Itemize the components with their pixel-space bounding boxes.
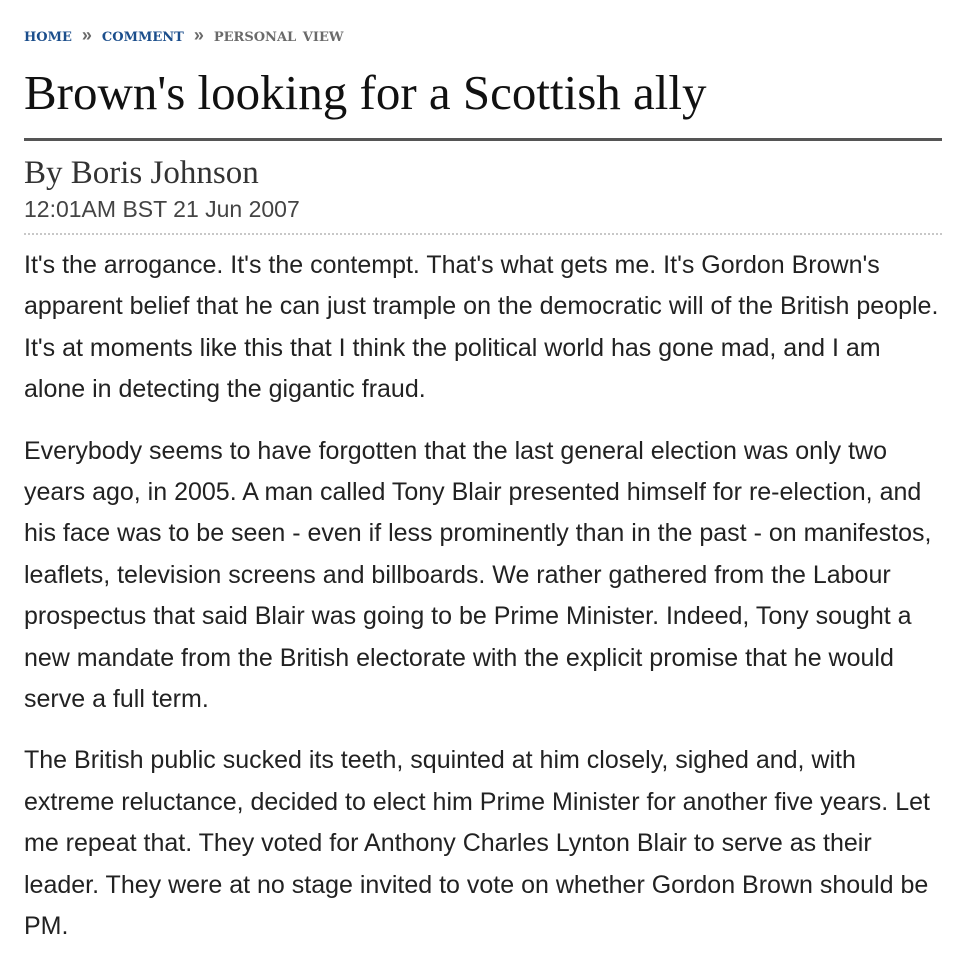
breadcrumb-separator: » (81, 25, 92, 45)
breadcrumb-comment-link[interactable]: comment (101, 24, 184, 46)
article-body (24, 245, 942, 948)
breadcrumb-separator: » (193, 25, 204, 45)
article-dateline: 12:01AM BST 21 Jun 2007 (24, 196, 300, 222)
headline-divider (24, 138, 942, 141)
breadcrumb-current: personal view (213, 24, 344, 46)
breadcrumb (24, 18, 942, 52)
article-paragraph: The British public sucked its teeth, squinted at him closely, sighed and, with extreme reluctance, decided to elect him Prime Minister for another five years. Let me repeat that. They voted for Anthony Charles Lynton Blair to serve as their leader. They were at no stage invited to vote on whether Gordon Brown should be PM. (24, 746, 930, 941)
dateline-divider (24, 233, 942, 235)
article-paragraph: Everybody seems to have forgotten that the last general election was only two years ago, in 2005. A man called Tony Blair presented himself for re-election, and his face was to be seen - even if less prominently than in the past - on manifestos, leaflets, television screens and billboards. We rather gathered from the Labour prospectus that said Blair was going to be Prime Minister. Indeed, Tony sought a new mandate from the British electorate with the explicit promise that he would serve a full term. (24, 436, 932, 714)
article-headline: Brown's looking for a Scottish ally (24, 65, 707, 120)
article-paragraph: It's the arrogance. It's the contempt. That's what gets me. It's Gordon Brown's apparent belief that he can just trample on the democratic will of the British people. It's at moments like this that I think the political world has gone mad, and I am alone in detecting the gigantic fraud. (24, 251, 939, 404)
article-byline: By Boris Johnson (24, 155, 259, 191)
breadcrumb-home-link[interactable]: home (24, 24, 72, 46)
article-page (24, 18, 942, 948)
